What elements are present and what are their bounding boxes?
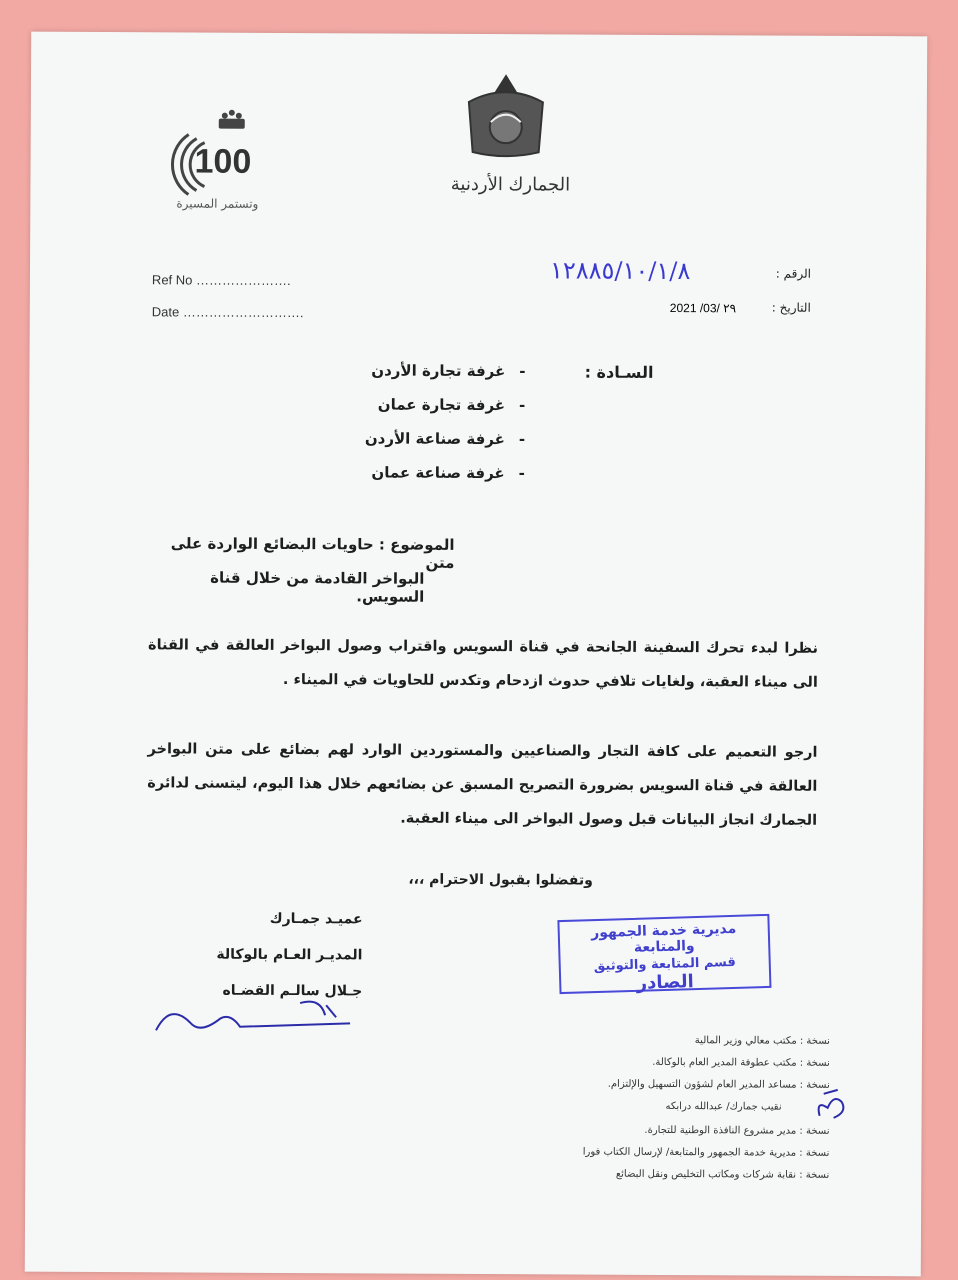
recipient-item: -غرفة تجارة عمان (377, 395, 526, 415)
copy-line: نسخة : نقابة شركات ومكاتب التخليص ونقل البضائع (615, 1168, 830, 1181)
signatory-title: المديـر العـام بالوكالة (216, 946, 363, 964)
signatory-rank: عميـد جمـارك (269, 910, 363, 928)
handwritten-initials (814, 1086, 854, 1126)
stamp-line-3: الصادر (636, 971, 695, 994)
department-stamp (557, 914, 771, 994)
recipient-item: -غرفة صناعة عمان (371, 463, 525, 483)
signatory-name: جـلال سالـم القضـاه (222, 982, 363, 1000)
recipient-item: -غرفة صناعة الأردن (364, 429, 526, 449)
date-value: 2021 /03/ ٢٩ (669, 301, 737, 316)
centenary-tagline: وتستمر المسيرة (176, 196, 259, 211)
copy-line: نسخة : مديرية خدمة الجمهور والمتابعة/ لإرسال الكتاب فورا (582, 1146, 830, 1159)
closing-line: وتفضلوا بقبول الاحترام ،،، (408, 871, 593, 889)
date-label: التاريخ : (771, 300, 811, 315)
centenary-logo (158, 104, 299, 215)
copy-line: نسخة : مدير مشروع النافذة الوطنية للتجارة. (644, 1124, 830, 1137)
coat-of-arms-emblem (461, 72, 551, 162)
number-value: ١٢٨٨٥/١٠/١/٨ (549, 256, 691, 286)
jordan-emblem-icon (461, 72, 551, 162)
copy-line: نسخة : مكتب معالي وزير المالية (694, 1035, 831, 1047)
institution-name: الجمارك الأردنية (450, 173, 571, 196)
number-label: الرقم : (775, 266, 812, 281)
handwritten-signature (150, 992, 360, 1043)
copy-line: نقيب جمارك/ عبدالله درابكه (665, 1100, 782, 1113)
copy-line: نسخة : مساعد المدير العام لشؤون التسهيل والإلتزام. (607, 1078, 830, 1091)
recipients-label: السـادة : (584, 362, 654, 382)
subject-line-1: الموضوع : حاويات البضائع الواردة على متن (170, 534, 455, 572)
copy-line: نسخة : مكتب عطوفة المدير العام بالوكالة. (652, 1056, 830, 1069)
recipient-item: -غرفة تجارة الأردن (371, 361, 526, 381)
date-line: Date ………………………. (151, 304, 304, 321)
body-paragraph-1: نظرا لبدء تحرك السفينة الجانحة في قناة السويس واقتراب وصول البواخر العالقة في القناة الى ميناء العقبة، ولغايات تلافي حدوث ازدحام وتكدس للحاويات في الميناء . (147, 637, 819, 691)
ref-no-line: Ref No …………………. (151, 272, 291, 289)
stamp-line-1: مديرية خدمة الجمهور والمتابعة (590, 920, 737, 956)
subject-line-2: البواخر القادمة من خلال قناة السويس. (210, 568, 425, 606)
centenary-number: 100 (194, 142, 252, 181)
body-paragraph-2: ارجو التعميم على كافة التجار والصناعيين والمستوردين الوارد لهم بضائع على متن البواخر العالقة في قناة السويس بضرورة التصريح المسبق عن بضائعهم خلال هذا اليوم، ليتسنى لدائرة الجمارك انجاز البيانات قبل وصول البواخر الى ميناء العقبة. (147, 741, 818, 829)
letter-sheet (25, 32, 927, 1277)
stamp-line-2: قسم المتابعة والتوثيق (593, 954, 736, 975)
